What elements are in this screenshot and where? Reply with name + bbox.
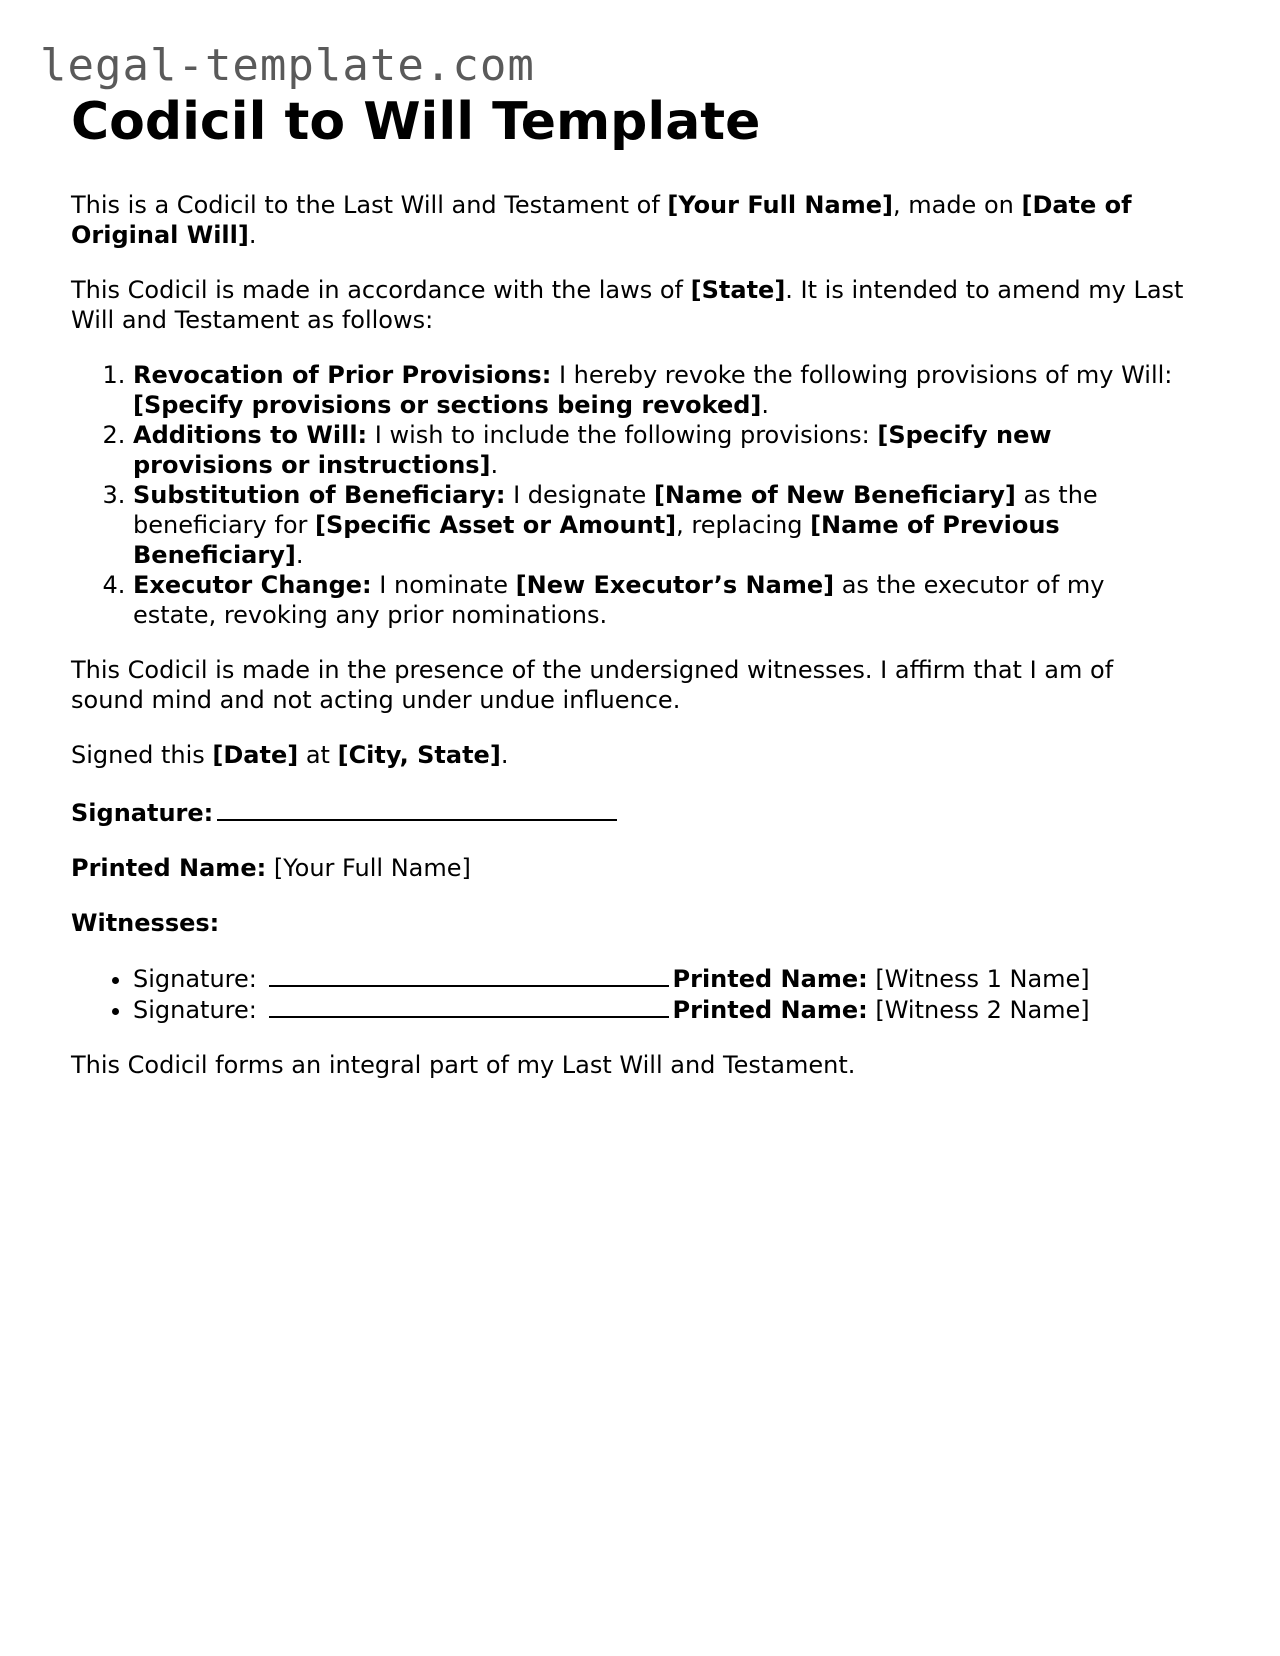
witnesses-label: Witnesses: — [71, 909, 220, 937]
witness-printed-value: [Witness 2 Name] — [867, 996, 1090, 1024]
signed-text: at — [298, 741, 338, 769]
signature-row — [71, 795, 1191, 828]
witness-item — [133, 963, 1191, 994]
intro-text: , made on — [892, 191, 1022, 219]
witness-signature-line[interactable] — [269, 963, 669, 987]
signature-label: Signature: — [71, 799, 214, 827]
printed-name-value: [Your Full Name] — [266, 854, 471, 882]
provision-label: Additions to Will: — [133, 421, 368, 449]
provision-substitution — [133, 480, 1191, 570]
provision-placeholder: [Specific Asset or Amount] — [315, 511, 677, 539]
presence-paragraph: This Codicil is made in the presence of the undersigned witnesses. I affirm that I am of sound mind and not acting under undue influence. — [71, 656, 1114, 714]
signature-line[interactable] — [217, 795, 617, 821]
provision-placeholder: [Name of Previous Beneficiary] — [133, 511, 1060, 569]
state-placeholder: [State] — [690, 276, 786, 304]
witness-signature-label: Signature: — [133, 996, 257, 1024]
provision-text: I wish to include the following provisions: — [367, 421, 878, 449]
witnesses-list — [71, 963, 1191, 1025]
original-will-date-placeholder: [Date of Original Will] — [71, 191, 1132, 249]
provision-text: I nominate — [371, 571, 516, 599]
witnesses-heading — [71, 908, 1191, 938]
provision-label: Revocation of Prior Provisions: — [133, 361, 552, 389]
document-body — [71, 88, 1191, 1105]
witness-item — [133, 994, 1191, 1025]
provision-label: Substitution of Beneficiary: — [133, 481, 506, 509]
provision-placeholder: [New Executor’s Name] — [515, 571, 835, 599]
printed-name-label: Printed Name: — [71, 854, 267, 882]
provision-label: Executor Change: — [133, 571, 372, 599]
closing-paragraph: This Codicil forms an integral part of my Last Will and Testament. — [71, 1051, 856, 1079]
signed-date-placeholder: [Date] — [212, 741, 299, 769]
witness-printed-label: Printed Name: — [672, 965, 868, 993]
signed-text: . — [500, 741, 509, 769]
accordance-paragraph — [71, 275, 1191, 335]
witness-signature-label: Signature: — [133, 965, 257, 993]
provision-text: as the beneficiary for — [133, 481, 1098, 539]
provision-placeholder: [Name of New Beneficiary] — [653, 481, 1016, 509]
provision-text: . — [490, 451, 499, 479]
signed-paragraph — [71, 740, 1191, 770]
provision-placeholder: [Specify provisions or sections being revoked] — [133, 391, 762, 419]
provision-placeholder: [Specify new provisions or instructions] — [133, 421, 1052, 479]
witness-printed-value: [Witness 1 Name] — [867, 965, 1090, 993]
watermark: legal-template.com — [40, 40, 535, 91]
provision-text: I hereby revoke the following provisions of my Will: — [551, 361, 1173, 389]
provision-text: . — [295, 541, 304, 569]
page-title: Codicil to Will Template — [71, 92, 761, 152]
witness-printed-label: Printed Name: — [672, 996, 868, 1024]
provision-text: , replacing — [676, 511, 811, 539]
witness-signature-line[interactable] — [269, 994, 669, 1018]
provision-text: I designate — [505, 481, 654, 509]
intro-text: . — [248, 221, 257, 249]
provisions-list — [71, 360, 1191, 630]
provision-additions — [133, 420, 1191, 480]
intro-text: This is a Codicil to the Last Will and Testament of — [71, 191, 668, 219]
signed-place-placeholder: [City, State] — [337, 741, 501, 769]
provision-text: as the executor of my estate, revoking any prior nominations. — [133, 571, 1105, 629]
printed-name-row — [71, 853, 1191, 883]
provision-revocation — [133, 360, 1191, 420]
provision-text: . — [761, 391, 770, 419]
intro-paragraph — [71, 190, 1191, 250]
signed-text: Signed this — [71, 741, 213, 769]
testator-name-placeholder: [Your Full Name] — [667, 191, 893, 219]
accordance-text: This Codicil is made in accordance with the laws of — [71, 276, 691, 304]
provision-executor — [133, 570, 1191, 630]
accordance-text: . It is intended to amend my Last Will and Testament as follows: — [71, 276, 1184, 334]
